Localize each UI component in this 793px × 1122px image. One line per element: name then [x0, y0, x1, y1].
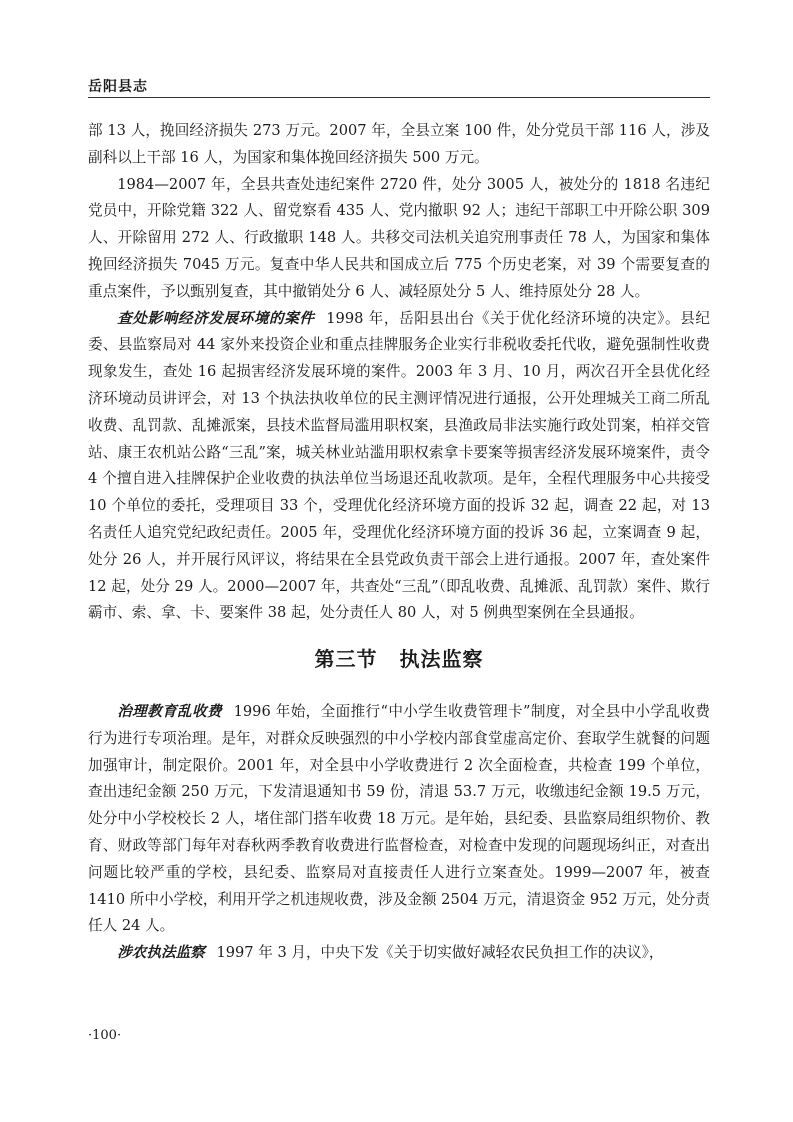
paragraph-economic-environment-cases: 查处影响经济发展环境的案件 1998 年，岳阳县出台《关于优化经济环境的决定》。县纪委、县监察局对 44 家外来投资企业和重点挂牌服务企业实行非税收委托代收，避免强制性收费现象发生，查处 16 起损害经济发展环境的案件。2003 年 3 月、10 月，两次召开全县优化经济环境动员讲评会，对 13 个执法执收单位的民主测评情况进行通报，公开处理城关工商二所乱收费、乱罚款、乱摊派案，县技术监督局滥用职权案，县渔政局非法实施行政处罚案，柏祥交管站、康王农机站公路“三乱”案，城关林业站滥用职权索拿卡要案等损害经济发展环境案件，责令 4 个擅自进入挂牌保护企业收费的执法单位当场退还乱收款项。是年，全程代理服务中心共接受 10 个单位的委托，受理项目 33 个，受理优化经济环境方面的投诉 32 起，调查 22 起，对 13 名责任人追究党纪政纪责任。2005 年，受理优化经济环境方面的投诉 36 起，立案调查 9 起，处分 26 人，并开展行风评议，将结果在全县党政负责干部会上进行通报。2007 年，查处案件 12 起，处分 29 人。2000—2007 年，共查处“三乱”（即乱收费、乱摊派、乱罚款）案件、欺行霸市、索、拿、卡、要案件 38 起，处分责任人 80 人，对 5 例典型案例在全县通报。 — [88, 309, 710, 622]
page-number: ·100· — [88, 1028, 122, 1043]
body-text — [88, 118, 710, 967]
section-heading — [88, 646, 710, 673]
section-number: 第三节 — [314, 647, 378, 672]
paragraph-continuation: 部 13 人，挽回经济损失 273 万元。2007 年，全县立案 100 件，处分党员干部 116 人，涉及副科以上干部 16 人，为国家和集体挽回经济损失 500 万元。 — [88, 122, 710, 166]
paragraph-lead-term: 涉农执法监察 — [117, 944, 205, 962]
header-rule — [88, 97, 710, 98]
paragraph-case-statistics: 1984—2007 年，全县共查处违纪案件 2720 件，处分 3005 人，被处分的 1818 名违纪党员中，开除党籍 322 人、留党察看 435 人、党内撤职 92 人；违纪干部职工中开除公职 309 人、开除留用 272 人、行政撤职 148 人。共移交司法机关追究刑事责任 78 人，为国家和集体挽回经济损失 7045 万元。复查中华人民共和国成立后 775 个历史老案，对 39 个需要复查的重点案件，予以甄别复查，其中撤销处分 6 人、减轻原处分 5 人、维持原处分 28 人。 — [88, 175, 710, 300]
paragraph-lead-term: 查处影响经济发展环境的案件 — [117, 309, 315, 327]
paragraph-agriculture-supervision: 涉农执法监察 1997 年 3 月，中央下发《关于切实做好减轻农民负担工作的决议》， — [117, 944, 664, 962]
section-title: 执法监察 — [399, 647, 484, 672]
paragraph-education-fees: 治理教育乱收费 1996 年始，全面推行“中小学生收费管理卡”制度，对全县中小学乱收费行为进行专项治理。是年，对群众反映强烈的中小学校内部食堂虚高定价、套取学生就餐的问题加强审计，制定限价。2001 年，对全县中小学收费进行 2 次全面检查，共检查 199 个单位，查出违纪金额 250 万元，下发清退通知书 59 份，清退 53.7 万元，收缴违纪金额 19.5 万元，处分中小学校校长 2 人，堵住部门搭车收费 18 万元。是年始，县纪委、县监察局组织物价、教育、财政等部门每年对春秋两季教育收费进行监督检查，对检查中发现的问题现场纠正，对查出问题比较严重的学校，县纪委、监察局对直接责任人进行立案查处。1999—2007 年，被查 1410 所中小学校，利用开学之机违规收费，涉及金额 2504 万元，清退资金 952 万元，处分责任人 24 人。 — [88, 702, 710, 935]
paragraph-lead-term: 治理教育乱收费 — [117, 702, 222, 720]
running-header: 岳阳县志 — [88, 79, 148, 95]
